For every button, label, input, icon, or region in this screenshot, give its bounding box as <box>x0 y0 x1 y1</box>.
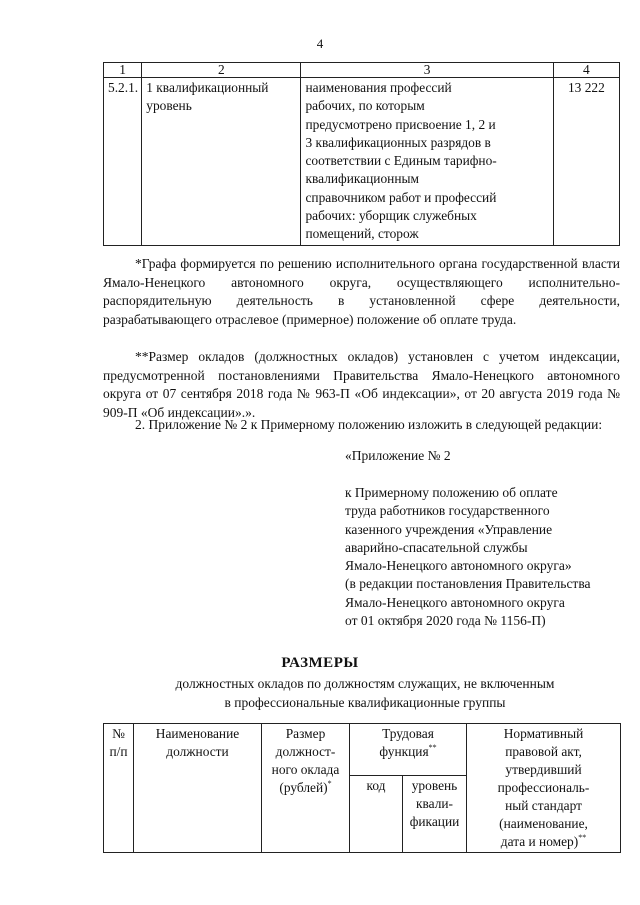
section-title: РАЗМЕРЫ <box>281 655 359 671</box>
footnote-2: **Размер окладов (должностных окладов) установлен с учетом индексации, предусмотренной постановлениями Правительства Ямало-Ненецкого автономного округа от 07 сентября 2018 года № 963-П «Об индексации», от 20 августа 2019 года № 909-П «Об индексации».». <box>103 349 620 420</box>
table-header-row <box>104 63 620 78</box>
col-code-header: код <box>350 776 403 853</box>
footnote-1: *Графа формируется по решению исполнительного органа государственной власти Ямало-Ненецкого автономного округа, осуществляющего исполнительно-распорядительную деятельность в установленной сфере деятельности, разрабатывающего отраслевое (примерное) положение об оплате труда. <box>103 256 620 327</box>
item-2-paragraph: 2. Приложение № 2 к Примерному положению изложить в следующей редакции: <box>135 417 603 432</box>
salary-table-header-row <box>104 724 621 776</box>
qualification-table <box>103 62 620 246</box>
col-name-header: Наименование должности <box>134 724 262 853</box>
footnote-mark: ** <box>428 743 437 752</box>
header-cell-3: 3 <box>301 63 553 78</box>
row-description: наименования профессий рабочих, по которым предусмотрено присвоение 1, 2 и 3 квалификационных разрядов в соответствии с Единым тарифно- квалификационным справочником работ и профессий рабочих: уборщик служебных помещений, сторож <box>301 78 553 246</box>
col-salary-header <box>262 724 350 853</box>
col-num-header: № п/п <box>104 724 134 853</box>
salary-table <box>103 723 621 853</box>
col-function-header <box>350 724 467 776</box>
footnote-mark: ** <box>578 833 587 842</box>
appendix-heading: «Приложение № 2 <box>345 448 451 463</box>
col-act-header <box>467 724 621 853</box>
section-subtitle: должностных окладов по должностям служащих, не включенным в профессиональные квалификационные группы <box>175 676 555 710</box>
header-cell-2: 2 <box>142 63 301 78</box>
row-code: 5.2.1. <box>104 78 142 246</box>
row-level: 1 квалификационный уровень <box>142 78 301 246</box>
col-act-label: Нормативный правовой акт, утвердивший профессиональ- ный стандарт (наименование, дата и номер) <box>497 726 590 849</box>
header-cell-1: 1 <box>104 63 142 78</box>
footnote-mark: * <box>327 779 332 788</box>
col-function-label: Трудовая функция <box>379 726 434 759</box>
col-level-header: уровень квали- фикации <box>403 776 467 853</box>
col-salary-label: Размер должност- ного оклада (рублей) <box>271 726 340 795</box>
header-cell-4: 4 <box>553 63 619 78</box>
table-row <box>104 78 620 246</box>
row-amount: 13 222 <box>553 78 619 246</box>
appendix-body: к Примерному положению об оплате труда работников государственного казенного учреждения «Управление аварийно-спасательной службы Ямало-Ненецкого автономного округа» (в редакции постановления Правительства Ямало-Ненецкого автономного округа от 01 октября 2020 года № 1156-П) <box>345 485 591 629</box>
page-number: 4 <box>316 36 324 51</box>
